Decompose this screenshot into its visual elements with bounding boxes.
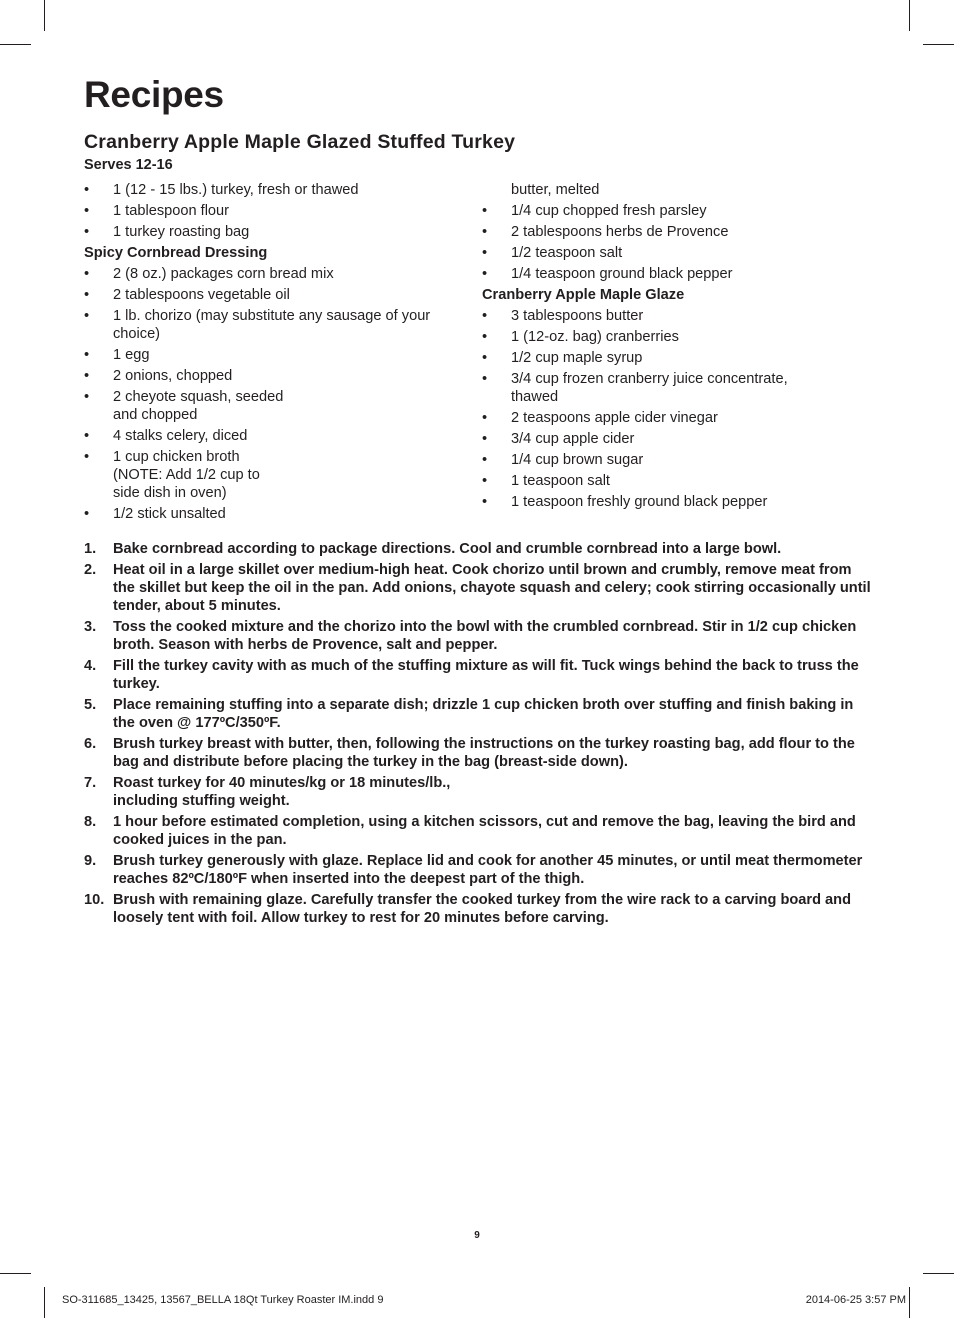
list-item (482, 349, 882, 367)
list-item (482, 223, 882, 241)
ingredient-text: 3 tablespoons butter (511, 308, 644, 324)
serves-label: Serves 12-16 (84, 157, 173, 173)
bullet: • (482, 245, 488, 261)
list-item (482, 430, 882, 448)
list-item (84, 181, 464, 199)
step-item (84, 774, 874, 810)
ingredient-text: 1 turkey roasting bag (113, 224, 250, 240)
ingredient-text: 1 tablespoon flour (113, 203, 230, 219)
bullet: • (84, 224, 90, 240)
bullet: • (482, 266, 488, 282)
step-text: Fill the turkey cavity with as much of the stuffing mixture as will fit. Tuck wings behind the back to truss the turkey. (113, 658, 859, 692)
ingredient-text: 3/4 cup apple cider (511, 431, 635, 447)
slug-timestamp: 2014-06-25 3:57 PM (805, 1294, 906, 1306)
step-number: 1. (84, 541, 97, 557)
step-number: 6. (84, 736, 97, 752)
step-item (84, 540, 874, 558)
ingredients-right-column (482, 181, 882, 514)
step-item (84, 618, 874, 654)
step-number: 8. (84, 814, 97, 830)
bullet: • (482, 329, 488, 345)
dressing-ingredient-list (84, 265, 464, 523)
step-item (84, 891, 874, 927)
bullet: • (482, 224, 488, 240)
crop-mark (909, 1287, 910, 1318)
ingredient-text: 2 tablespoons herbs de Provence (511, 224, 729, 240)
step-text: Toss the cooked mixture and the chorizo into the bowl with the crumbled cornbread. Stir in 1/2 cup chicken broth. Season with herbs de Provence, salt and pepper. (113, 619, 857, 653)
ingredients-left-column (84, 181, 464, 526)
step-item (84, 813, 874, 849)
ingredient-text: 1/4 cup chopped fresh parsley (511, 203, 707, 219)
ingredient-text: 2 cheyote squash, seeded and chopped (113, 389, 284, 423)
bullet: • (84, 368, 90, 384)
crop-mark (923, 1273, 954, 1274)
bullet: • (84, 428, 90, 444)
ingredient-text: 1/4 cup brown sugar (511, 452, 644, 468)
bullet: • (84, 347, 90, 363)
slug-filename: SO-311685_13425, 13567_BELLA 18Qt Turkey Roaster IM.indd 9 (62, 1294, 384, 1306)
crop-mark (923, 44, 954, 45)
step-item (84, 561, 874, 615)
list-item (482, 493, 882, 511)
list-item-continued (482, 181, 882, 199)
ingredient-text: 1 lb. chorizo (may substitute any sausage of your choice) (113, 308, 431, 342)
list-item (84, 286, 464, 304)
dressing-heading: Spicy Cornbread Dressing (84, 245, 268, 261)
ingredient-text: 2 tablespoons vegetable oil (113, 287, 290, 303)
list-item (84, 346, 464, 364)
instruction-steps (84, 540, 874, 930)
list-item (482, 265, 882, 283)
list-item (482, 328, 882, 346)
bullet: • (84, 308, 90, 324)
list-item (84, 388, 464, 424)
list-item (482, 370, 882, 406)
ingredient-text: 1 teaspoon freshly ground black pepper (511, 494, 768, 510)
bullet: • (84, 389, 90, 405)
bullet: • (84, 203, 90, 219)
glaze-ingredient-list (482, 307, 882, 511)
step-text: Roast turkey for 40 minutes/kg or 18 minutes/lb., including stuffing weight. (113, 775, 451, 809)
list-item (482, 307, 882, 325)
step-number: 4. (84, 658, 97, 674)
bullet: • (84, 287, 90, 303)
list-item (482, 202, 882, 220)
ingredient-text: 3/4 cup frozen cranberry juice concentrate, thawed (511, 371, 788, 405)
ingredient-text: 2 onions, chopped (113, 368, 233, 384)
bullet: • (84, 449, 90, 465)
ingredient-text: 1 egg (113, 347, 150, 363)
ingredient-text: 4 stalks celery, diced (113, 428, 248, 444)
bullet: • (482, 452, 488, 468)
ingredient-text: 2 (8 oz.) packages corn bread mix (113, 266, 334, 282)
ingredient-text: 2 teaspoons apple cider vinegar (511, 410, 718, 426)
step-number: 7. (84, 775, 97, 791)
ingredient-text: 1/4 teaspoon ground black pepper (511, 266, 733, 282)
ingredient-text: 1/2 stick unsalted (113, 506, 226, 522)
bullet: • (482, 473, 488, 489)
bullet: • (482, 410, 488, 426)
step-number: 10. (84, 892, 105, 908)
glaze-heading: Cranberry Apple Maple Glaze (482, 287, 685, 303)
bullet: • (84, 266, 90, 282)
crop-mark (0, 44, 31, 45)
step-number: 3. (84, 619, 97, 635)
step-item (84, 657, 874, 693)
list-item (482, 409, 882, 427)
list-item (84, 505, 464, 523)
crop-mark (44, 0, 45, 31)
step-item (84, 735, 874, 771)
bullet: • (482, 494, 488, 510)
ingredient-list (482, 202, 882, 283)
ingredient-text: 1/2 cup maple syrup (511, 350, 643, 366)
step-text: Brush turkey generously with glaze. Replace lid and cook for another 45 minutes, or until meat thermometer reaches 82ºC/180ºF when inserted into the deepest part of the thigh. (113, 853, 863, 887)
list-item (84, 202, 464, 220)
bullet: • (482, 203, 488, 219)
bullet: • (482, 431, 488, 447)
list-item (84, 307, 464, 343)
bullet: • (482, 371, 488, 387)
step-text: Place remaining stuffing into a separate dish; drizzle 1 cup chicken broth over stuffing and finish baking in the oven @ 177ºC/350ºF. (113, 697, 854, 731)
crop-mark (0, 1273, 31, 1274)
ingredient-text: butter, melted (511, 182, 600, 198)
list-item (84, 448, 464, 502)
step-text: Brush turkey breast with butter, then, following the instructions on the turkey roasting bag, add flour to the bag and distribute before placing the turkey in the bag (breast-side down). (113, 736, 855, 770)
crop-mark (44, 1287, 45, 1318)
list-item (84, 223, 464, 241)
page-number: 9 (474, 1230, 480, 1241)
list-item (482, 244, 882, 262)
ingredient-text: 1 (12-oz. bag) cranberries (511, 329, 679, 345)
step-text: 1 hour before estimated completion, using a kitchen scissors, cut and remove the bag, leaving the bird and cooked juices in the pan. (113, 814, 856, 848)
list-item (84, 367, 464, 385)
ingredient-text: 1 (12 - 15 lbs.) turkey, fresh or thawed (113, 182, 359, 198)
bullet: • (84, 182, 90, 198)
bullet: • (482, 308, 488, 324)
list-item (84, 427, 464, 445)
list-item (84, 265, 464, 283)
crop-mark (909, 0, 910, 31)
page-title: Recipes (84, 74, 224, 115)
step-number: 5. (84, 697, 97, 713)
step-item (84, 696, 874, 732)
list-item (482, 472, 882, 490)
step-text: Heat oil in a large skillet over medium-high heat. Cook chorizo until brown and crumbly, remove meat from the skillet but keep the oil in the pan. Add onions, chayote squash and celery; cook stirring occasionally until tender, about 5 minutes. (113, 562, 871, 614)
list-item (482, 451, 882, 469)
bullet: • (84, 506, 90, 522)
step-number: 2. (84, 562, 97, 578)
ingredient-list (84, 181, 464, 241)
step-text: Bake cornbread according to package directions. Cool and crumble cornbread into a large bowl. (113, 541, 782, 557)
step-number: 9. (84, 853, 97, 869)
step-text: Brush with remaining glaze. Carefully transfer the cooked turkey from the wire rack to a carving board and loosely tent with foil. Allow turkey to rest for 20 minutes before carving. (113, 892, 851, 926)
ingredient-text: 1 teaspoon salt (511, 473, 610, 489)
bullet: • (482, 350, 488, 366)
step-item (84, 852, 874, 888)
ingredient-text: 1 cup chicken broth (NOTE: Add 1/2 cup to side dish in oven) (113, 449, 260, 501)
ingredient-text: 1/2 teaspoon salt (511, 245, 623, 261)
recipe-title: Cranberry Apple Maple Glazed Stuffed Turkey (84, 131, 516, 153)
